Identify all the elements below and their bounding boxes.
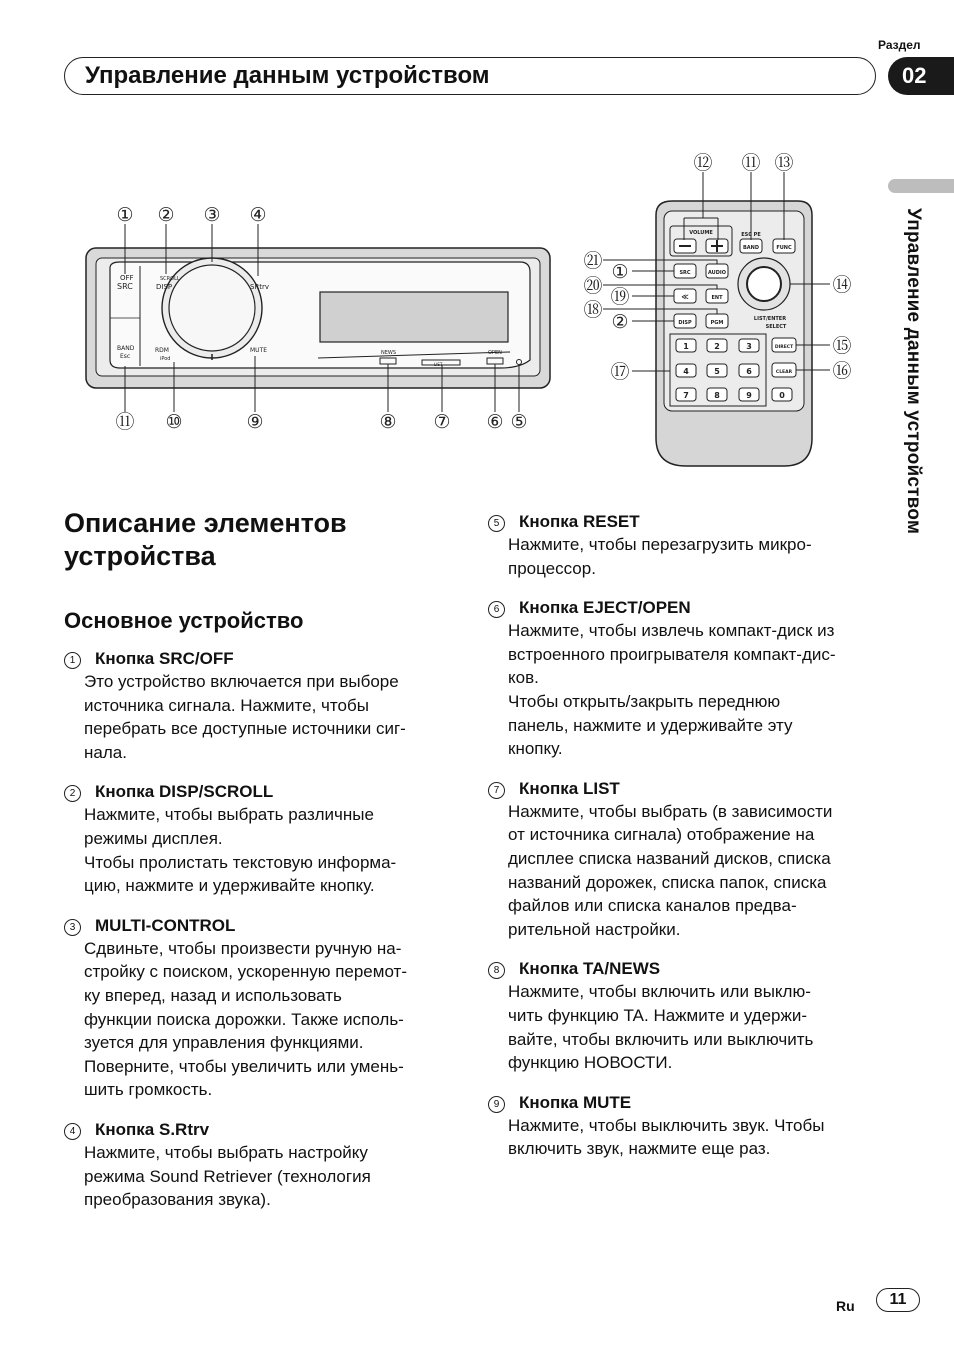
remote-key-3: 3 <box>746 342 752 351</box>
remote-callout-17: ⑰ <box>610 361 630 383</box>
item-title: MULTI-CONTROL <box>95 915 236 935</box>
item-body: Нажмите, чтобы выбрать различные режимы дисплея. Чтобы пролистать текстовую информа- цию, нажмите и удерживайте кнопку. <box>84 805 397 896</box>
remote-callout-11: ⑪ <box>741 152 761 174</box>
item-title: Кнопка SRC/OFF <box>95 649 234 668</box>
hu-label-rdm: RDM <box>155 347 169 354</box>
item-number: 6 <box>488 601 505 618</box>
hu-label-ipod: iPod <box>160 356 171 362</box>
callout-5: ⑤ <box>510 411 528 433</box>
head-unit-illustration <box>86 248 550 388</box>
remote-label-list-enter: LIST/ENTER <box>753 316 787 322</box>
item-body: Нажмите, чтобы извлечь компакт-диск из встроенного проигрывателя компакт-дис- ков. Чтобы открыть/закрыть переднюю панель, нажмите и удерживайте эту кнопку. <box>508 621 836 759</box>
remote-callout-15: ⑮ <box>832 335 852 357</box>
remote-mute-icon: ≪ <box>681 293 689 301</box>
item-body: Нажмите, чтобы включить или выклю- чить функцию TA. Нажмите и удержи- вайте, чтобы включить или выключить функцию НОВОСТИ. <box>508 982 814 1073</box>
remote-callout-2: ② <box>611 311 629 333</box>
remote-key-5: 5 <box>714 367 720 376</box>
callout-3: ③ <box>203 204 221 226</box>
hu-label-scroll: SCROLL <box>160 276 180 282</box>
callout-4: ④ <box>249 204 267 226</box>
hu-label-disp: DISP <box>156 283 173 291</box>
callout-6: ⑥ <box>486 411 504 433</box>
item-body: Нажмите, чтобы выбрать настройку режима Sound Retriever (технология преобразования звука). <box>84 1142 371 1210</box>
description-item <box>488 1091 888 1161</box>
item-body: Сдвиньте, чтобы произвести ручную на- стройку с поиском, ускоренную перемот- ку вперед, назад и использовать функции поиска дорожки. Также исполь- зуется для управления функциями. Поверните, чтобы увеличить или умень- шить громкость. <box>84 938 407 1100</box>
hu-label-src: SRC <box>117 282 133 291</box>
callout-11: ⑪ <box>115 411 135 433</box>
description-item <box>488 957 888 1074</box>
item-number: 2 <box>64 785 81 802</box>
item-title: Кнопка S.Rtrv <box>95 1119 210 1139</box>
callout-2: ② <box>157 204 175 226</box>
remote-key-1: 1 <box>683 342 689 351</box>
remote-illustration <box>656 201 812 466</box>
remote-key-4: 4 <box>683 367 689 376</box>
hu-label-off: OFF <box>120 274 134 282</box>
remote-label-direct: DIRECT <box>774 345 794 350</box>
remote-callout-13: ⑬ <box>774 152 794 174</box>
remote-label-band: BAND <box>742 245 760 251</box>
item-number: 7 <box>488 782 505 799</box>
callout-7: ⑦ <box>433 411 451 433</box>
item-number: 4 <box>64 1123 81 1140</box>
language-code: Ru <box>836 1298 855 1314</box>
section-label: Раздел <box>878 38 921 52</box>
item-number: 5 <box>488 515 505 532</box>
callout-8: ⑧ <box>379 411 397 433</box>
item-body: Нажмите, чтобы перезагрузить микро- процессор. <box>508 535 812 578</box>
item-title: Кнопка RESET <box>519 512 640 531</box>
item-body: Нажмите, чтобы выключить звук. Чтобы включить звук, нажмите еще раз. <box>508 1115 825 1159</box>
remote-label-volume: VOLUME <box>689 230 713 236</box>
hu-label-band: BAND <box>117 345 135 352</box>
item-number: 9 <box>488 1096 505 1113</box>
page-title: Управление данным устройством <box>64 57 876 95</box>
remote-label-audio: AUDIO <box>707 270 727 276</box>
remote-callout-12: ⑫ <box>693 152 713 174</box>
remote-key-2: 2 <box>714 342 720 351</box>
remote-label-disp: DISP <box>678 320 692 326</box>
hu-label-srtrv: SRtrv <box>250 283 270 291</box>
sub-heading: Основное устройство <box>64 608 304 633</box>
item-number: 1 <box>64 652 81 669</box>
remote-label-ent: ENT <box>711 295 723 301</box>
item-number: 8 <box>488 962 505 979</box>
remote-callout-14: ⑭ <box>832 274 852 296</box>
remote-callout-1: ① <box>611 261 629 283</box>
side-tab-marker <box>888 179 954 193</box>
item-title: Кнопка TA/NEWS <box>519 959 661 979</box>
item-title: Кнопка LIST <box>519 778 620 798</box>
description-item <box>64 1118 454 1212</box>
hu-label-mute: MUTE <box>250 347 268 354</box>
remote-callout-19: ⑲ <box>610 286 630 308</box>
remote-callout-20: ⑳ <box>583 275 603 297</box>
remote-label-pgm: PGM <box>710 320 724 326</box>
description-item <box>64 914 454 1102</box>
remote-label-esc-pe: ESC PE <box>741 232 761 238</box>
item-title: Кнопка DISP/SCROLL <box>95 782 274 802</box>
remote-key-6: 6 <box>746 367 752 376</box>
description-item <box>64 780 454 897</box>
item-body: Нажмите, чтобы выбрать (в зависимости от источника сигнала) отображение на дисплее списка названий дисков, списка названий дорожек, списка папок, списка файлов или списка каналов предва- рительной настройки. <box>508 801 833 939</box>
remote-label-func: FUNC <box>776 245 792 251</box>
description-item <box>488 510 888 580</box>
callout-1: ① <box>116 204 134 226</box>
page-number: 11 <box>876 1288 920 1312</box>
hu-label-open: OPEN <box>488 350 502 356</box>
remote-label-select: SELECT <box>765 324 787 330</box>
remote-key-9: 9 <box>746 391 752 400</box>
side-title: Управление данным устройством <box>903 208 924 535</box>
section-number-badge: 02 <box>888 57 954 95</box>
item-title: Кнопка MUTE <box>519 1092 632 1112</box>
left-column <box>64 647 454 1228</box>
main-heading: Описание элементов устройства <box>64 508 347 571</box>
device-figure <box>0 140 880 480</box>
description-item <box>488 777 888 942</box>
remote-callout-21: ㉑ <box>583 250 603 272</box>
item-title: Кнопка EJECT/OPEN <box>519 598 691 618</box>
hu-label-esc: Esc <box>120 353 131 360</box>
description-item <box>488 596 888 761</box>
item-number: 3 <box>64 919 81 936</box>
remote-callout-16: ⑯ <box>832 360 852 382</box>
remote-key-0: 0 <box>779 391 785 400</box>
hu-label-news: NEWS <box>381 350 397 356</box>
right-column <box>488 510 888 1177</box>
callout-10: ⑩ <box>165 411 183 433</box>
remote-callout-18: ⑱ <box>583 299 603 321</box>
description-item <box>64 647 454 764</box>
hu-label-list: LIST <box>434 362 443 367</box>
remote-label-src: SRC <box>679 270 691 276</box>
remote-label-clear: CLEAR <box>775 370 793 375</box>
remote-key-8: 8 <box>714 391 720 400</box>
item-body: Это устройство включается при выборе источника сигнала. Нажмите, чтобы перебрать все доступные источники сиг- нала. <box>84 672 406 762</box>
remote-key-7: 7 <box>683 391 689 400</box>
callout-9: ⑨ <box>246 411 264 433</box>
